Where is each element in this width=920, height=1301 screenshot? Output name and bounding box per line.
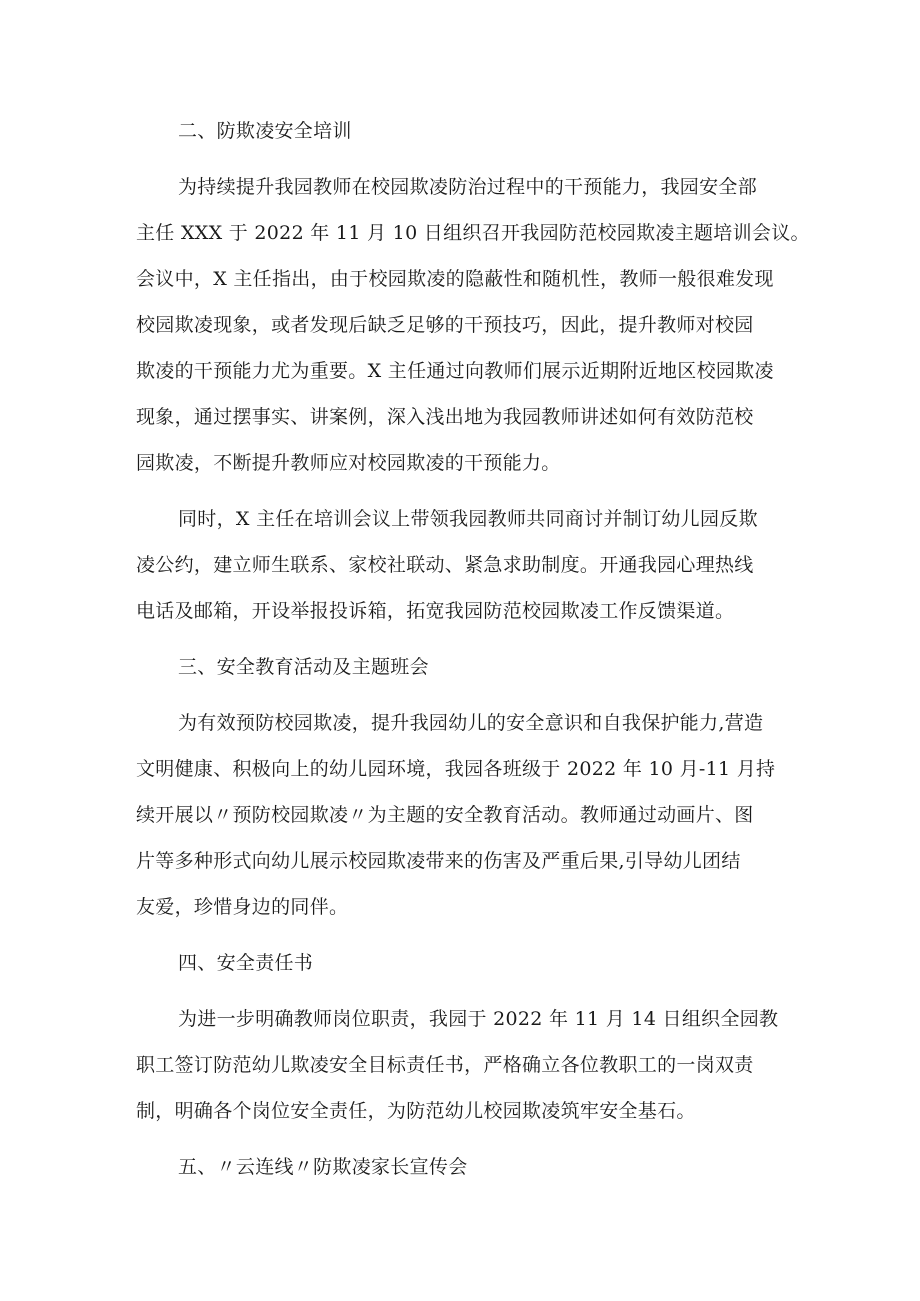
line-5: 校园欺凌现象，或者发现后缺乏足够的干预技巧，因此，提升教师对校园 bbox=[136, 314, 754, 336]
line-9: 同时，X 主任在培训会议上带领我园教师共同商讨并制订幼儿园反欺 bbox=[178, 508, 758, 530]
line-11: 电话及邮箱，开设举报投诉箱，拓宽我园防范校园欺凌工作反馈渠道。 bbox=[136, 600, 735, 622]
line-16: 片等多种形式向幼儿展示校园欺凌带来的伤害及严重后果,引导幼儿团结 bbox=[136, 850, 741, 872]
line-8: 园欺凌，不断提升教师应对校园欺凌的干预能力。 bbox=[136, 452, 561, 474]
line-18: 四、安全责任书 bbox=[178, 952, 314, 974]
line-19: 为进一步明确教师岗位职责，我园于 2022 年 11 月 14 日组织全园教 bbox=[178, 1008, 779, 1030]
line-6: 欺凌的干预能力尤为重要。X 主任通过向教师们展示近期附近地区校园欺凌 bbox=[136, 360, 774, 382]
line-7: 现象，通过摆事实、讲案例，深入浅出地为我园教师讲述如何有效防范校 bbox=[136, 406, 754, 428]
line-1: 二、防欺凌安全培训 bbox=[178, 120, 352, 142]
line-2: 为持续提升我园教师在校园欺凌防治过程中的干预能力，我园安全部 bbox=[178, 176, 758, 198]
document-page bbox=[136, 108, 810, 1190]
line-17: 友爱，珍惜身边的同伴。 bbox=[136, 896, 349, 918]
line-20: 职工签订防范幼儿欺凌安全目标责任书，严格确立各位教职工的一岗双责 bbox=[136, 1054, 754, 1076]
line-3: 主任 XXX 于 2022 年 11 月 10 日组织召开我园防范校园欺凌主题培训会议。 bbox=[136, 222, 810, 244]
line-13: 为有效预防校园欺凌，提升我园幼儿的安全意识和自我保护能力,营造 bbox=[178, 712, 764, 734]
line-12: 三、安全教育活动及主题班会 bbox=[178, 656, 429, 678]
line-10: 凌公约，建立师生联系、家校社联动、紧急求助制度。开通我园心理热线 bbox=[136, 554, 754, 576]
line-21: 制，明确各个岗位安全责任，为防范幼儿校园欺凌筑牢安全基石。 bbox=[136, 1100, 696, 1122]
line-22: 五、〃云连线〃防欺凌家长宣传会 bbox=[178, 1156, 468, 1178]
line-4: 会议中，X 主任指出，由于校园欺凌的隐蔽性和随机性，教师一般很难发现 bbox=[136, 268, 774, 290]
line-14: 文明健康、积极向上的幼儿园环境，我园各班级于 2022 年 10 月-11 月持 bbox=[136, 758, 776, 780]
line-15: 续开展以〃预防校园欺凌〃为主题的安全教育活动。教师通过动画片、图 bbox=[136, 804, 754, 826]
